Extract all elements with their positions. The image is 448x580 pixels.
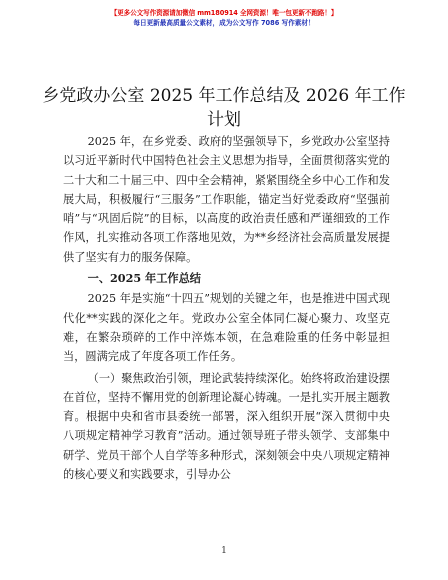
header-banner (0, 8, 448, 28)
intro-paragraph: 2025 年，在乡党委、政府的坚强领导下，乡党政办公室坚持以习近平新时代中国特色社会主义思想为指导，全面贯彻落实党的二十大和二十届三中、四中全会精神，紧紧围绕全乡中心工作和发展大局，积极履行“三服务”工作职能，锚定当好党委政府“坚强前哨”与“巩固后院”的目标，以高度的政治责任感和严谨细致的工作作风，扎实推动各项工作落地见效，为**乡经济社会高质量发展提供了坚实有力的服务保障。 (63, 135, 390, 264)
document-body (63, 132, 390, 484)
banner-line-red: 【更多公文写作资源请加微信 mm180914 全网资源！唯一包更新不跑路！】 (110, 9, 338, 17)
document-title: 乡党政办公室 2025 年工作总结及 2026 年工作计划 (42, 86, 406, 130)
page-number: 1 (221, 546, 227, 556)
summary-paragraph: 2025 年是实施“十四五”规划的关键之年，也是推进中国式现代化**实践的深化之年。党政办公室全体同仁凝心聚力、攻坚克难，在繁杂琐碎的工作中淬炼本领，在急难险重的任务中彰显担当，圆满完成了年度各项工作任务。 (63, 292, 390, 364)
section-heading: 一、2025 年工作总结 (87, 271, 201, 286)
banner-line-blue: 每日更新最高质量公文素材，成为公文写作 7086 写作素材！ (133, 19, 315, 27)
subsection-paragraph: （一）聚焦政治引领，理论武装持续深化。始终将政治建设摆在首位，坚持不懈用党的创新理论凝心铸魂。一是扎实开展主题教育。根据中央和省市县委统一部署，深入组织开展“深入贯彻中央八项规定精神学习教育”活动。通过领导班子带头领学、支部集中研学、党员干部个人自学等多种形式，深刻领会中央八项规定精神的核心要义和实践要求，引导办公 (63, 371, 390, 482)
